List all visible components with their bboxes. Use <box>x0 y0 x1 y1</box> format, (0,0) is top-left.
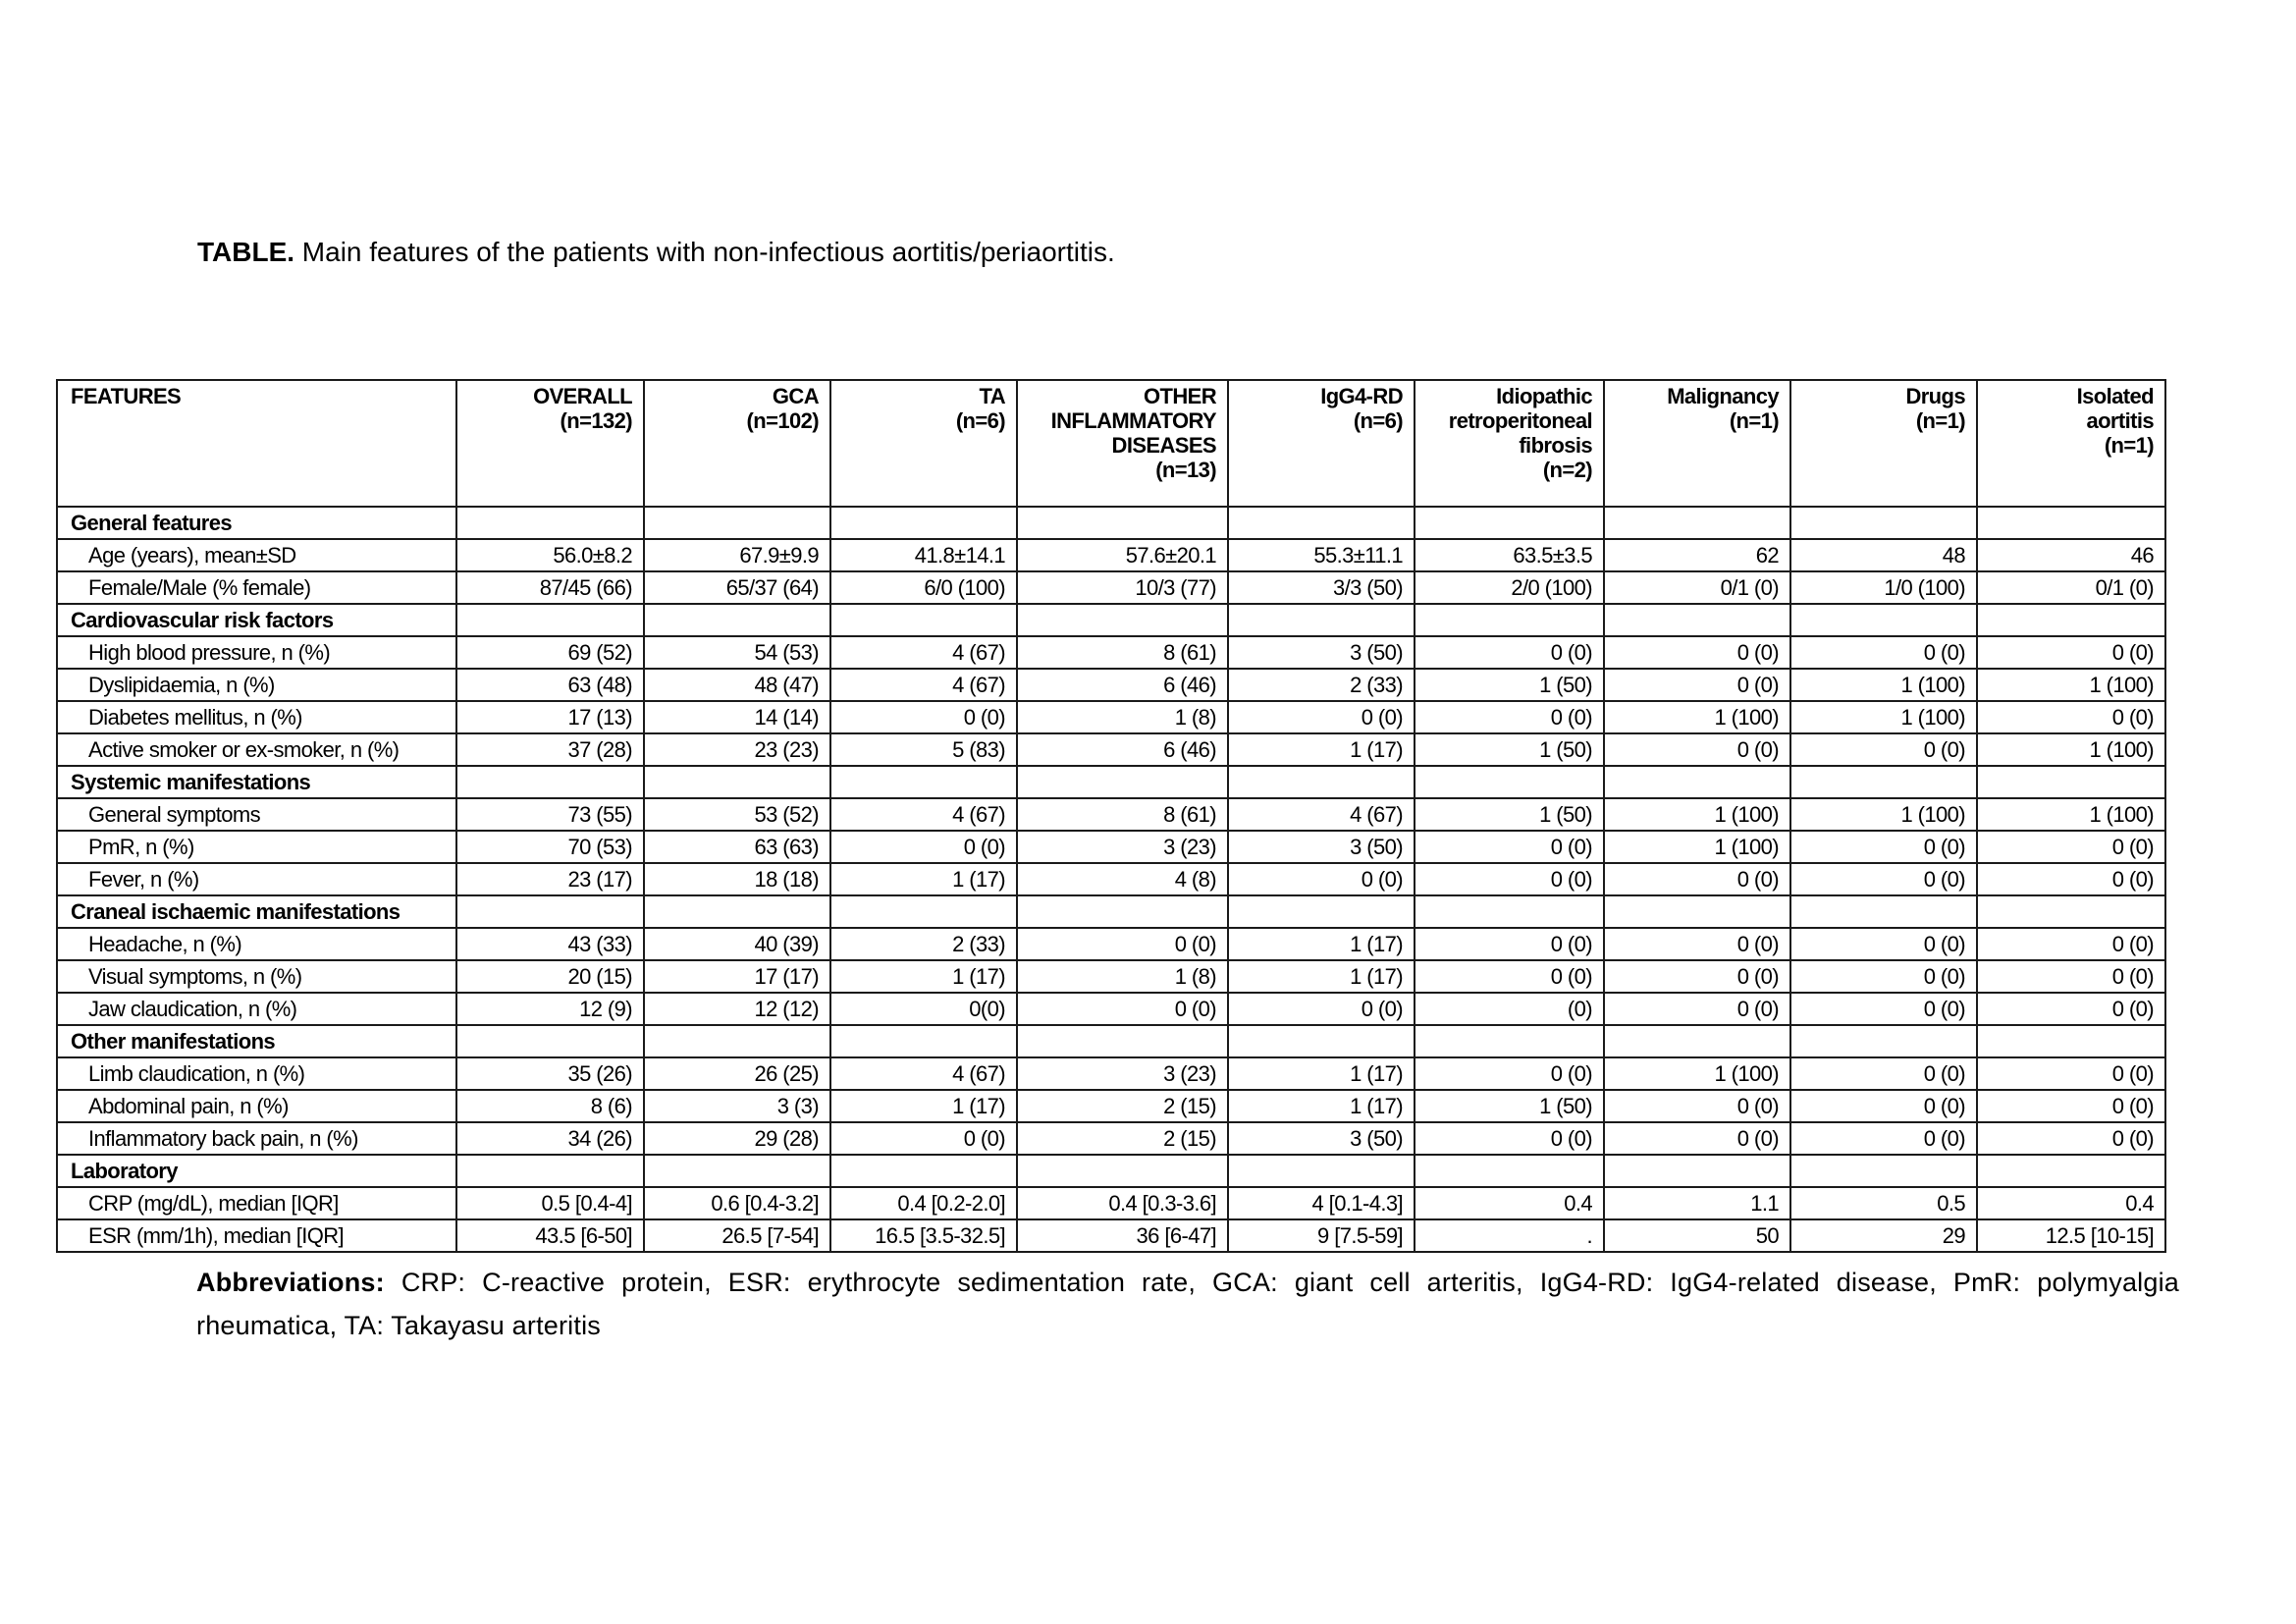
table-cell: 1 (8) <box>1017 960 1228 993</box>
section-row <box>57 507 2165 539</box>
table-cell: 0 (0) <box>1790 1090 1977 1122</box>
table-cell <box>1977 1155 2165 1187</box>
table-cell <box>1228 507 1415 539</box>
table-cell: 0 (0) <box>1415 928 1604 960</box>
table-cell: 1 (100) <box>1604 831 1790 863</box>
header-line: (n=102) <box>746 408 819 433</box>
table-cell <box>1977 604 2165 636</box>
table-cell: 0/1 (0) <box>1604 571 1790 604</box>
table-cell: 34 (26) <box>456 1122 644 1155</box>
header-line: OVERALL <box>533 384 632 408</box>
table-cell: 5 (83) <box>830 733 1017 766</box>
table-cell: 1 (8) <box>1017 701 1228 733</box>
table-cell: 0 (0) <box>1017 928 1228 960</box>
header-column <box>1415 380 1604 507</box>
header-features <box>57 380 456 507</box>
header-line: Drugs <box>1905 384 1965 408</box>
table-cell: 0.4 [0.2-2.0] <box>830 1187 1017 1219</box>
table-cell: 0.6 [0.4-3.2] <box>644 1187 830 1219</box>
section-row <box>57 895 2165 928</box>
section-row <box>57 1025 2165 1057</box>
table-row <box>57 1122 2165 1155</box>
section-row <box>57 604 2165 636</box>
table-cell: 0 (0) <box>1228 993 1415 1025</box>
table-cell: 0.5 [0.4-4] <box>456 1187 644 1219</box>
table-cell: 0 (0) <box>1977 1057 2165 1090</box>
table-cell: 1 (100) <box>1790 798 1977 831</box>
table-cell: 23 (17) <box>456 863 644 895</box>
table-cell <box>830 895 1017 928</box>
table-cell: 16.5 [3.5-32.5] <box>830 1219 1017 1252</box>
header-line: (n=132) <box>560 408 632 433</box>
table-cell: (0) <box>1415 993 1604 1025</box>
table-cell: 0 (0) <box>1790 1057 1977 1090</box>
table-cell <box>644 766 830 798</box>
table-row <box>57 1090 2165 1122</box>
table-cell: 1.1 <box>1604 1187 1790 1219</box>
table-cell: 0 (0) <box>1977 928 2165 960</box>
row-label: Inflammatory back pain, n (%) <box>57 1122 456 1155</box>
table-cell: 0 (0) <box>1604 733 1790 766</box>
table-cell <box>830 1025 1017 1057</box>
row-label: Limb claudication, n (%) <box>57 1057 456 1090</box>
table-cell: 23 (23) <box>644 733 830 766</box>
table-cell: 0 (0) <box>1790 831 1977 863</box>
table-cell: 0 (0) <box>1415 863 1604 895</box>
table-cell: 3 (3) <box>644 1090 830 1122</box>
table-cell: 0 (0) <box>1977 993 2165 1025</box>
table-cell <box>1228 766 1415 798</box>
table-cell: 0 (0) <box>1790 1122 1977 1155</box>
table-cell: 70 (53) <box>456 831 644 863</box>
table-cell: 0 (0) <box>1604 993 1790 1025</box>
table-cell <box>644 1025 830 1057</box>
table-cell: 48 <box>1790 539 1977 571</box>
table-cell: 48 (47) <box>644 669 830 701</box>
table-cell: 14 (14) <box>644 701 830 733</box>
table-cell: 12 (9) <box>456 993 644 1025</box>
table-cell: 2/0 (100) <box>1415 571 1604 604</box>
header-row <box>57 380 2165 507</box>
table-cell <box>1790 1025 1977 1057</box>
table-cell <box>1977 766 2165 798</box>
table-cell: 29 (28) <box>644 1122 830 1155</box>
table-cell <box>1604 507 1790 539</box>
table-cell: 6 (46) <box>1017 669 1228 701</box>
row-label: Dyslipidaemia, n (%) <box>57 669 456 701</box>
table-cell: 6 (46) <box>1017 733 1228 766</box>
table-cell: 0 (0) <box>1604 1090 1790 1122</box>
table-cell: 3 (23) <box>1017 831 1228 863</box>
table-cell <box>1790 507 1977 539</box>
table-row <box>57 701 2165 733</box>
row-label: Female/Male (% female) <box>57 571 456 604</box>
header-column <box>1977 380 2165 507</box>
table-row <box>57 1057 2165 1090</box>
table-cell <box>1228 895 1415 928</box>
table-cell: 1/0 (100) <box>1790 571 1977 604</box>
table-cell: 12 (12) <box>644 993 830 1025</box>
table-row <box>57 636 2165 669</box>
table-cell: 56.0±8.2 <box>456 539 644 571</box>
table-cell <box>1017 1025 1228 1057</box>
table-cell: 0 (0) <box>1790 863 1977 895</box>
table-cell: 67.9±9.9 <box>644 539 830 571</box>
table-cell: 0/1 (0) <box>1977 571 2165 604</box>
table-cell <box>644 1155 830 1187</box>
table-cell: 0 (0) <box>830 1122 1017 1155</box>
table-cell: 1 (17) <box>830 863 1017 895</box>
table-cell: 62 <box>1604 539 1790 571</box>
row-label: Headache, n (%) <box>57 928 456 960</box>
table-row <box>57 669 2165 701</box>
row-label: ESR (mm/1h), median [IQR] <box>57 1219 456 1252</box>
table-cell: 2 (33) <box>830 928 1017 960</box>
header-line: FEATURES <box>71 384 182 408</box>
header-line: TA <box>979 384 1005 408</box>
table-cell <box>1228 1025 1415 1057</box>
table-cell: 0 (0) <box>1415 1122 1604 1155</box>
table-cell: 0 (0) <box>1604 669 1790 701</box>
header-line: (n=1) <box>1729 408 1779 433</box>
row-label: Visual symptoms, n (%) <box>57 960 456 993</box>
table-cell: 54 (53) <box>644 636 830 669</box>
table-cell: 0 (0) <box>1977 831 2165 863</box>
table-cell: 0 (0) <box>1790 733 1977 766</box>
table-cell <box>1017 507 1228 539</box>
header-line: (n=6) <box>1353 408 1403 433</box>
table-cell <box>1977 895 2165 928</box>
section-label: Craneal ischaemic manifestations <box>57 895 456 928</box>
table-cell <box>456 895 644 928</box>
table-cell: 1 (100) <box>1604 798 1790 831</box>
section-label: Systemic manifestations <box>57 766 456 798</box>
header-column <box>644 380 830 507</box>
table-cell: 1 (17) <box>1228 733 1415 766</box>
table-row <box>57 798 2165 831</box>
header-line: aortitis <box>2086 408 2154 433</box>
row-label: Jaw claudication, n (%) <box>57 993 456 1025</box>
table-cell: 0.5 <box>1790 1187 1977 1219</box>
table-cell: . <box>1415 1219 1604 1252</box>
row-label: Active smoker or ex-smoker, n (%) <box>57 733 456 766</box>
table-cell: 2 (15) <box>1017 1090 1228 1122</box>
section-label: Laboratory <box>57 1155 456 1187</box>
table-cell: 0 (0) <box>830 831 1017 863</box>
table-cell <box>456 766 644 798</box>
table-cell <box>1604 766 1790 798</box>
table-caption-text: Main features of the patients with non-infectious aortitis/periaortitis. <box>294 237 1115 267</box>
table-row <box>57 733 2165 766</box>
table-cell: 17 (13) <box>456 701 644 733</box>
abbreviations-text: CRP: C-reactive protein, ESR: erythrocyte sedimentation rate, GCA: giant cell arteritis, IgG4-RD: IgG4-related disease, PmR: polymyalgia rheumatica, TA: Takayasu arteritis <box>196 1268 2179 1340</box>
table-cell: 1 (50) <box>1415 1090 1604 1122</box>
table-cell: 73 (55) <box>456 798 644 831</box>
row-label: High blood pressure, n (%) <box>57 636 456 669</box>
table-cell: 1 (17) <box>1228 1057 1415 1090</box>
table-cell: 4 (67) <box>1228 798 1415 831</box>
table-cell: 0 (0) <box>1977 960 2165 993</box>
table-cell: 18 (18) <box>644 863 830 895</box>
header-column <box>830 380 1017 507</box>
row-label: Age (years), mean±SD <box>57 539 456 571</box>
table-cell <box>1415 604 1604 636</box>
table-cell <box>1790 766 1977 798</box>
table-cell: 4 (8) <box>1017 863 1228 895</box>
table-cell <box>1604 604 1790 636</box>
table-cell <box>1017 1155 1228 1187</box>
header-line: (n=13) <box>1155 458 1216 482</box>
header-line: (n=6) <box>955 408 1005 433</box>
table-cell: 0.4 <box>1977 1187 2165 1219</box>
table-cell: 43.5 [6-50] <box>456 1219 644 1252</box>
table-row <box>57 1187 2165 1219</box>
table-row <box>57 1219 2165 1252</box>
table-cell <box>1017 604 1228 636</box>
table-cell: 29 <box>1790 1219 1977 1252</box>
table-cell: 0 (0) <box>1415 1057 1604 1090</box>
table-cell: 3 (50) <box>1228 1122 1415 1155</box>
table-cell: 35 (26) <box>456 1057 644 1090</box>
table-cell <box>456 507 644 539</box>
row-label: Diabetes mellitus, n (%) <box>57 701 456 733</box>
table-cell: 0 (0) <box>1790 928 1977 960</box>
table-cell: 0 (0) <box>1415 701 1604 733</box>
table-cell: 9 [7.5-59] <box>1228 1219 1415 1252</box>
table-cell: 46 <box>1977 539 2165 571</box>
table-cell <box>1415 507 1604 539</box>
section-row <box>57 1155 2165 1187</box>
row-label: Abdominal pain, n (%) <box>57 1090 456 1122</box>
table-cell: 8 (61) <box>1017 798 1228 831</box>
table-cell <box>456 604 644 636</box>
table-caption <box>197 236 1115 269</box>
table-cell: 1 (50) <box>1415 733 1604 766</box>
table-cell: 6/0 (100) <box>830 571 1017 604</box>
table-cell: 1 (100) <box>1790 701 1977 733</box>
table-cell <box>644 895 830 928</box>
table-cell: 20 (15) <box>456 960 644 993</box>
header-column <box>1017 380 1228 507</box>
table-row <box>57 539 2165 571</box>
table-cell: 87/45 (66) <box>456 571 644 604</box>
table-cell <box>1415 766 1604 798</box>
table-cell: 0 (0) <box>1415 831 1604 863</box>
table-cell: 69 (52) <box>456 636 644 669</box>
table-cell: 36 [6-47] <box>1017 1219 1228 1252</box>
table-cell: 0 (0) <box>1228 863 1415 895</box>
table-cell: 1 (17) <box>1228 1090 1415 1122</box>
table-cell: 0 (0) <box>1790 636 1977 669</box>
table-cell: 65/37 (64) <box>644 571 830 604</box>
table-cell: 1 (50) <box>1415 798 1604 831</box>
table-cell: 41.8±14.1 <box>830 539 1017 571</box>
table-cell: 0 (0) <box>1228 701 1415 733</box>
table-cell: 55.3±11.1 <box>1228 539 1415 571</box>
table-cell: 63 (63) <box>644 831 830 863</box>
table-row <box>57 831 2165 863</box>
table-cell: 0 (0) <box>1977 636 2165 669</box>
table-cell <box>1790 895 1977 928</box>
table-cell: 3 (50) <box>1228 831 1415 863</box>
table-cell: 43 (33) <box>456 928 644 960</box>
header-line: Isolated <box>2076 384 2154 408</box>
header-column <box>456 380 644 507</box>
table-row <box>57 928 2165 960</box>
table-row <box>57 863 2165 895</box>
table-cell: 1 (100) <box>1604 1057 1790 1090</box>
table-cell <box>456 1025 644 1057</box>
table-cell: 40 (39) <box>644 928 830 960</box>
header-line: INFLAMMATORY <box>1050 408 1216 433</box>
table-cell: 57.6±20.1 <box>1017 539 1228 571</box>
table-cell: 1 (17) <box>830 960 1017 993</box>
header-line: OTHER <box>1143 384 1216 408</box>
table-cell <box>830 507 1017 539</box>
table-cell <box>1228 1155 1415 1187</box>
table-cell: 1 (100) <box>1604 701 1790 733</box>
table-cell: 3 (50) <box>1228 636 1415 669</box>
header-line: (n=1) <box>2104 433 2154 458</box>
table-cell: 2 (15) <box>1017 1122 1228 1155</box>
table-cell: 0 (0) <box>1977 701 2165 733</box>
table-row <box>57 571 2165 604</box>
table-cell: 0 (0) <box>1604 636 1790 669</box>
table-cell: 0 (0) <box>1790 960 1977 993</box>
table-cell <box>1604 1155 1790 1187</box>
table-cell: 10/3 (77) <box>1017 571 1228 604</box>
table-cell: 8 (61) <box>1017 636 1228 669</box>
table-cell <box>1790 1155 1977 1187</box>
table-cell: 0 (0) <box>1604 863 1790 895</box>
table-cell <box>1604 1025 1790 1057</box>
table-cell: 1 (17) <box>1228 960 1415 993</box>
table-cell: 3 (23) <box>1017 1057 1228 1090</box>
row-label: PmR, n (%) <box>57 831 456 863</box>
table-cell: 1 (100) <box>1977 669 2165 701</box>
header-column <box>1604 380 1790 507</box>
table-cell: 1 (17) <box>830 1090 1017 1122</box>
table-cell <box>644 507 830 539</box>
table-cell <box>1604 895 1790 928</box>
header-line: (n=1) <box>1915 408 1965 433</box>
table-cell <box>1415 1025 1604 1057</box>
table-cell <box>1415 1155 1604 1187</box>
header-line: retroperitoneal <box>1448 408 1592 433</box>
table-cell: 1 (100) <box>1977 733 2165 766</box>
table-cell: 4 (67) <box>830 636 1017 669</box>
table-cell: 0 (0) <box>1415 960 1604 993</box>
section-label: General features <box>57 507 456 539</box>
table-row <box>57 960 2165 993</box>
table-cell: 0.4 [0.3-3.6] <box>1017 1187 1228 1219</box>
table-cell: 4 (67) <box>830 798 1017 831</box>
row-label: CRP (mg/dL), median [IQR] <box>57 1187 456 1219</box>
table-cell <box>1017 895 1228 928</box>
table-cell <box>830 604 1017 636</box>
section-label: Cardiovascular risk factors <box>57 604 456 636</box>
table-cell: 0 (0) <box>1017 993 1228 1025</box>
table-cell: 63 (48) <box>456 669 644 701</box>
table-cell: 26 (25) <box>644 1057 830 1090</box>
header-line: GCA <box>772 384 819 408</box>
table-cell <box>830 1155 1017 1187</box>
table-caption-label: TABLE. <box>197 237 295 267</box>
table-cell: 1 (100) <box>1977 798 2165 831</box>
table-cell: 0 (0) <box>1790 993 1977 1025</box>
table-cell: 0 (0) <box>1604 1122 1790 1155</box>
section-label: Other manifestations <box>57 1025 456 1057</box>
table-cell <box>1977 1025 2165 1057</box>
table-cell <box>1228 604 1415 636</box>
table-cell <box>830 766 1017 798</box>
table-cell: 1 (50) <box>1415 669 1604 701</box>
table-cell: 4 (67) <box>830 1057 1017 1090</box>
header-line: DISEASES <box>1111 433 1216 458</box>
table-cell: 63.5±3.5 <box>1415 539 1604 571</box>
table-cell: 0 (0) <box>1977 1090 2165 1122</box>
table-cell: 26.5 [7-54] <box>644 1219 830 1252</box>
features-table <box>56 379 2166 1253</box>
table-cell: 0(0) <box>830 993 1017 1025</box>
row-label: General symptoms <box>57 798 456 831</box>
table-row <box>57 993 2165 1025</box>
table-cell: 0 (0) <box>1415 636 1604 669</box>
header-line: fibrosis <box>1519 433 1592 458</box>
table-cell: 4 [0.1-4.3] <box>1228 1187 1415 1219</box>
table-cell: 0 (0) <box>1604 928 1790 960</box>
table-cell: 0 (0) <box>1604 960 1790 993</box>
table-cell <box>1790 604 1977 636</box>
table-cell: 1 (17) <box>1228 928 1415 960</box>
table-cell: 12.5 [10-15] <box>1977 1219 2165 1252</box>
table-cell: 2 (33) <box>1228 669 1415 701</box>
table-cell: 0 (0) <box>1977 863 2165 895</box>
header-line: (n=2) <box>1542 458 1592 482</box>
abbreviations-footnote <box>196 1261 2179 1347</box>
table-cell: 53 (52) <box>644 798 830 831</box>
abbreviations-label: Abbreviations: <box>196 1268 385 1297</box>
table-cell <box>456 1155 644 1187</box>
section-row <box>57 766 2165 798</box>
table-cell <box>1017 766 1228 798</box>
header-line: Idiopathic <box>1496 384 1592 408</box>
header-column <box>1790 380 1977 507</box>
row-label: Fever, n (%) <box>57 863 456 895</box>
table-cell: 37 (28) <box>456 733 644 766</box>
table-cell: 0 (0) <box>830 701 1017 733</box>
header-column <box>1228 380 1415 507</box>
table-cell <box>644 604 830 636</box>
table-cell: 50 <box>1604 1219 1790 1252</box>
table-cell <box>1977 507 2165 539</box>
table-cell: 8 (6) <box>456 1090 644 1122</box>
header-line: IgG4-RD <box>1320 384 1403 408</box>
table-cell: 0.4 <box>1415 1187 1604 1219</box>
table-cell: 3/3 (50) <box>1228 571 1415 604</box>
table-cell: 1 (100) <box>1790 669 1977 701</box>
table-cell <box>1415 895 1604 928</box>
table-cell: 17 (17) <box>644 960 830 993</box>
table-cell: 4 (67) <box>830 669 1017 701</box>
header-line: Malignancy <box>1667 384 1779 408</box>
table-cell: 0 (0) <box>1977 1122 2165 1155</box>
